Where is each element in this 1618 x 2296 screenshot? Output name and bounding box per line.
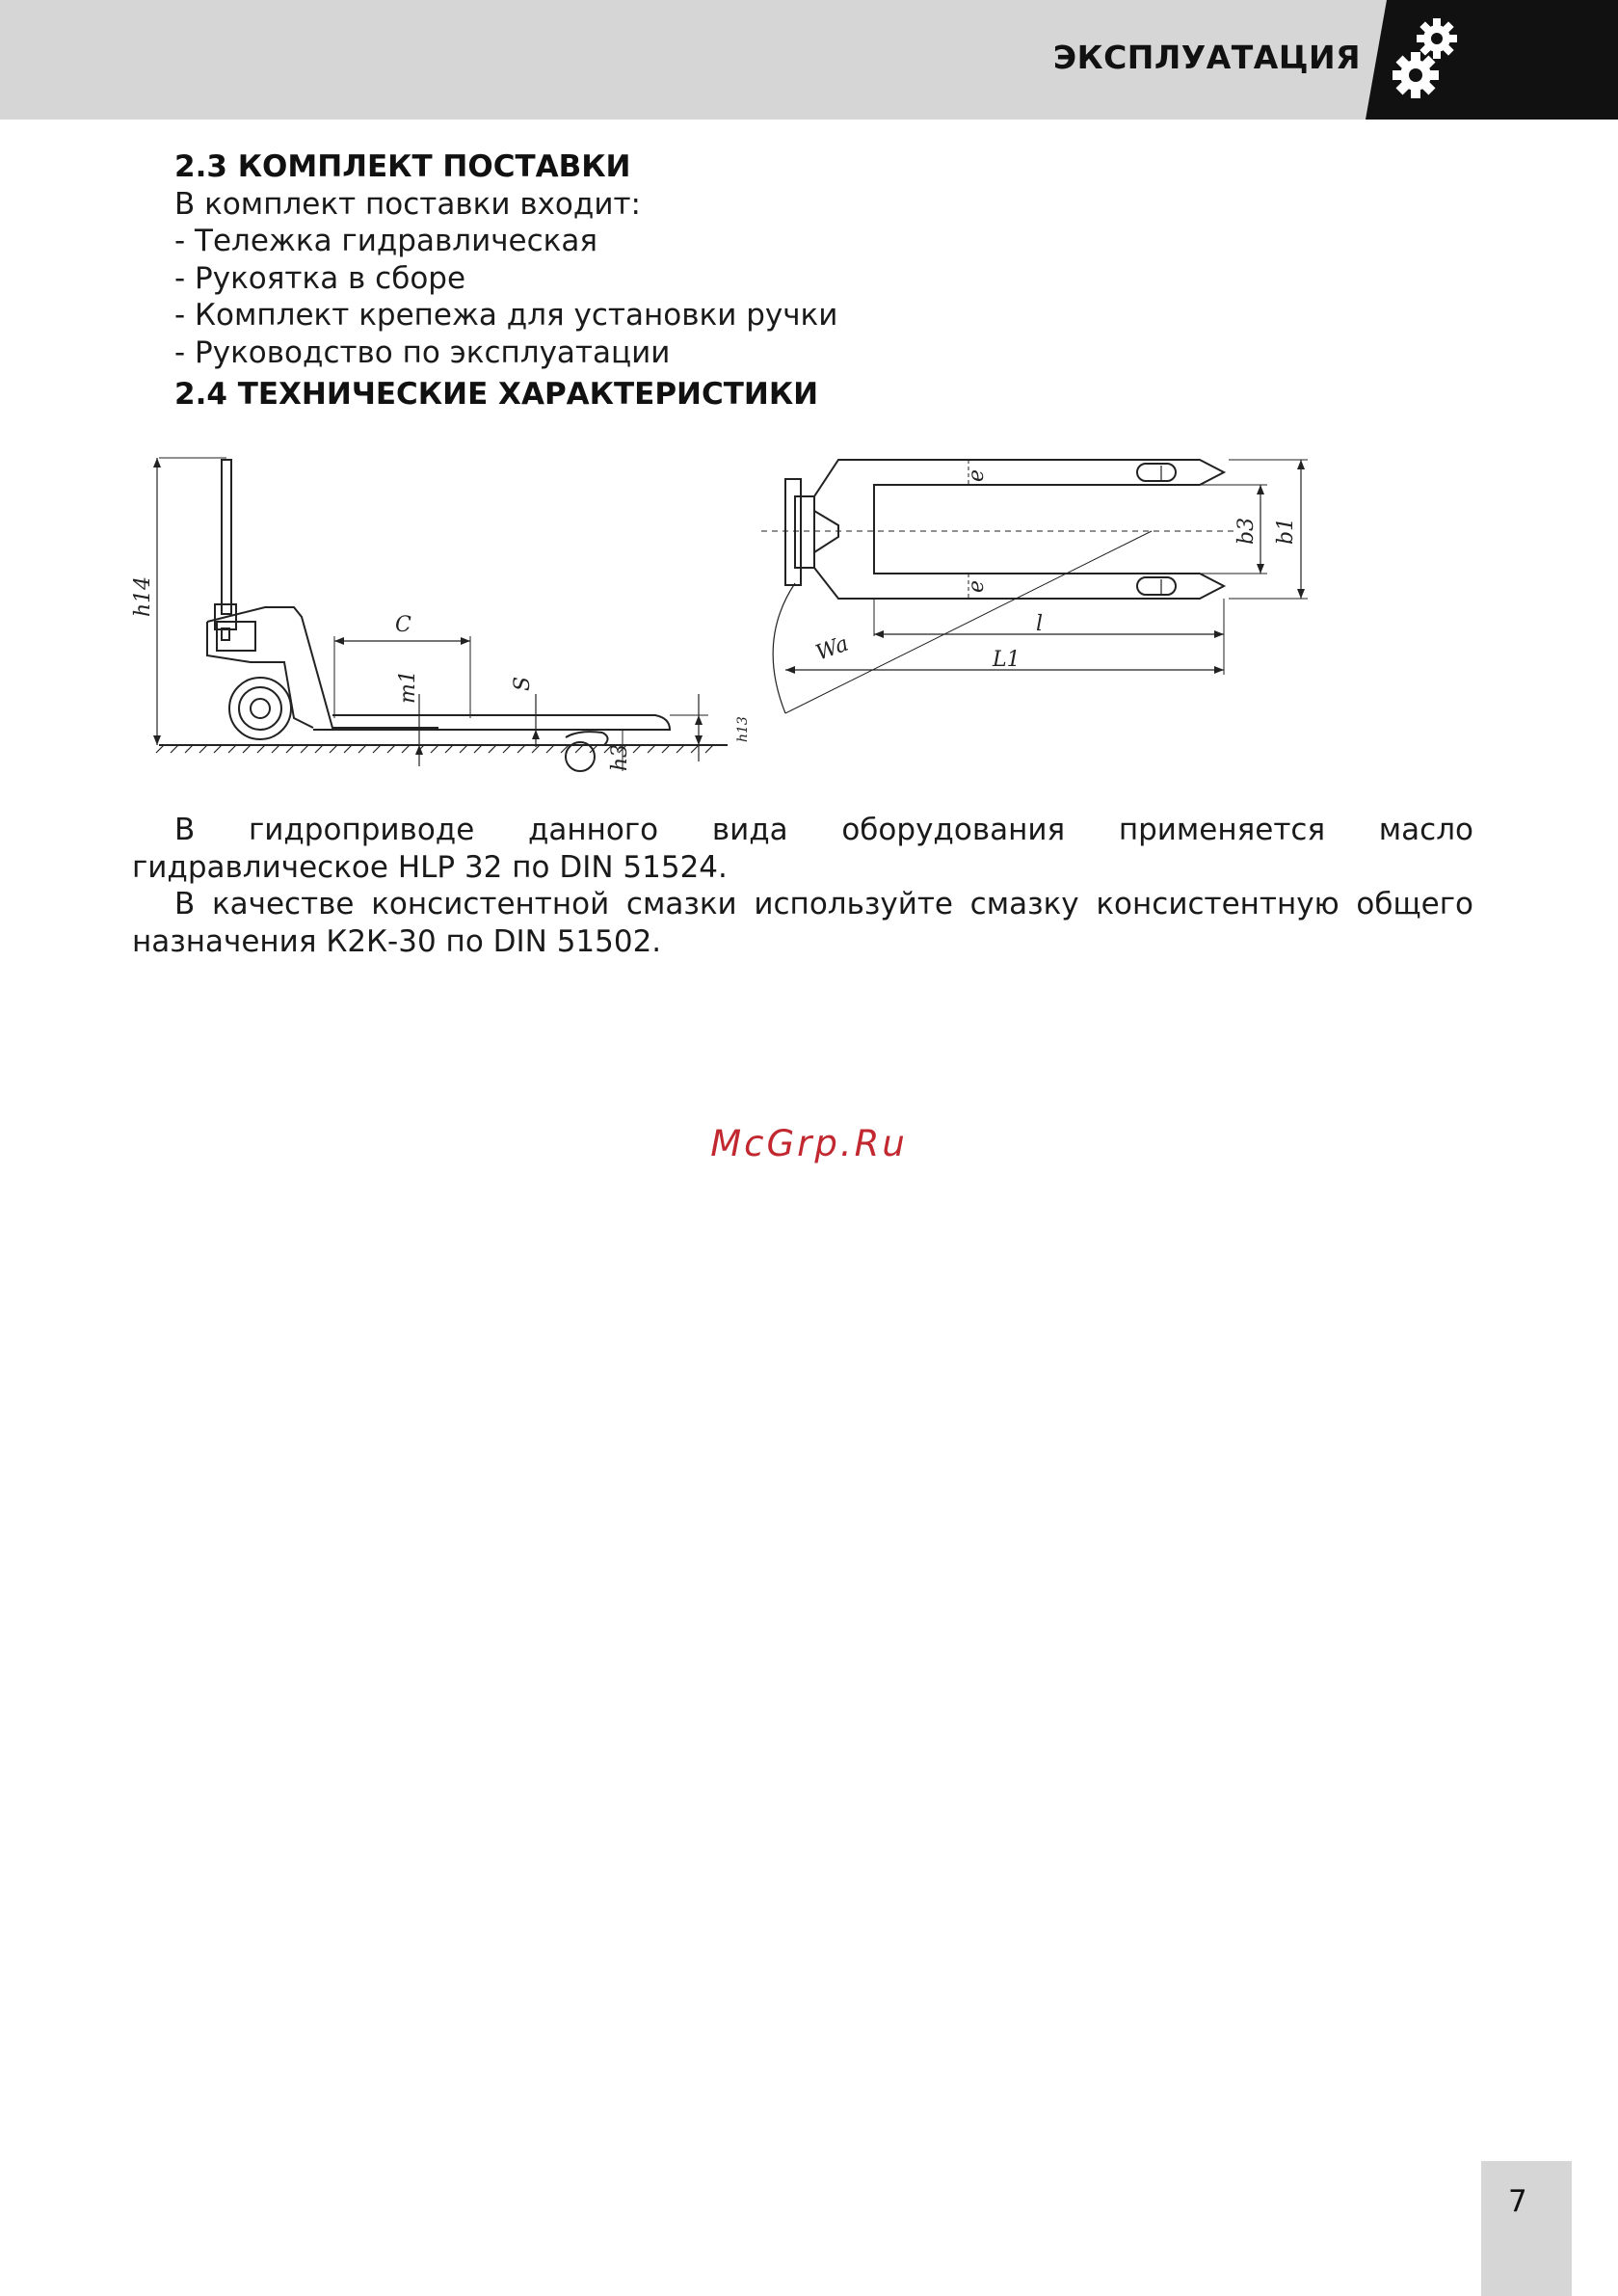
page-number-box: [1481, 2161, 1572, 2296]
gears-icon: [1366, 0, 1618, 120]
pallet-truck-diagram: [120, 439, 1508, 805]
label-s: S: [511, 676, 535, 691]
section-title: ЭКСПЛУАТАЦИЯ: [1052, 39, 1361, 76]
label-e-bottom: e: [965, 579, 989, 593]
label-wa: Wa: [812, 631, 852, 666]
paragraph-oil: В гидроприводе данного вида оборудования применяется масло гидравлическое HLP 32 по DIN 51524.: [132, 813, 1473, 885]
label-l: l: [1036, 612, 1044, 636]
label-h13: h13: [735, 716, 751, 742]
watermark: McGrp.Ru: [710, 1123, 908, 1164]
side-view-drawing: [153, 458, 728, 771]
list-item: - Руководство по эксплуатации: [174, 335, 671, 370]
list-item: - Рукоятка в сборе: [174, 261, 466, 296]
label-h14: h14: [131, 575, 155, 617]
label-h3: h3: [608, 743, 632, 771]
label-l1: L1: [993, 648, 1021, 672]
list-intro: В комплект поставки входит:: [174, 187, 641, 222]
label-b3: b3: [1234, 517, 1259, 545]
heading-2-3: 2.3 КОМПЛЕКТ ПОСТАВКИ: [174, 149, 631, 184]
label-c: C: [395, 613, 411, 637]
label-e-top: e: [965, 468, 989, 482]
top-view-drawing: [761, 460, 1308, 713]
page-number: 7: [1508, 2184, 1527, 2219]
label-m1: m1: [396, 670, 420, 704]
label-b1: b1: [1274, 517, 1298, 545]
list-item: - Тележка гидравлическая: [174, 224, 598, 258]
heading-2-4: 2.4 ТЕХНИЧЕСКИЕ ХАРАКТЕРИСТИКИ: [174, 377, 819, 412]
list-item: - Комплект крепежа для установки ручки: [174, 298, 838, 333]
paragraph-grease: В качестве консистентной смазки используйте смазку консистентную общего назначения К2К-30 по DIN 51502.: [132, 887, 1473, 959]
